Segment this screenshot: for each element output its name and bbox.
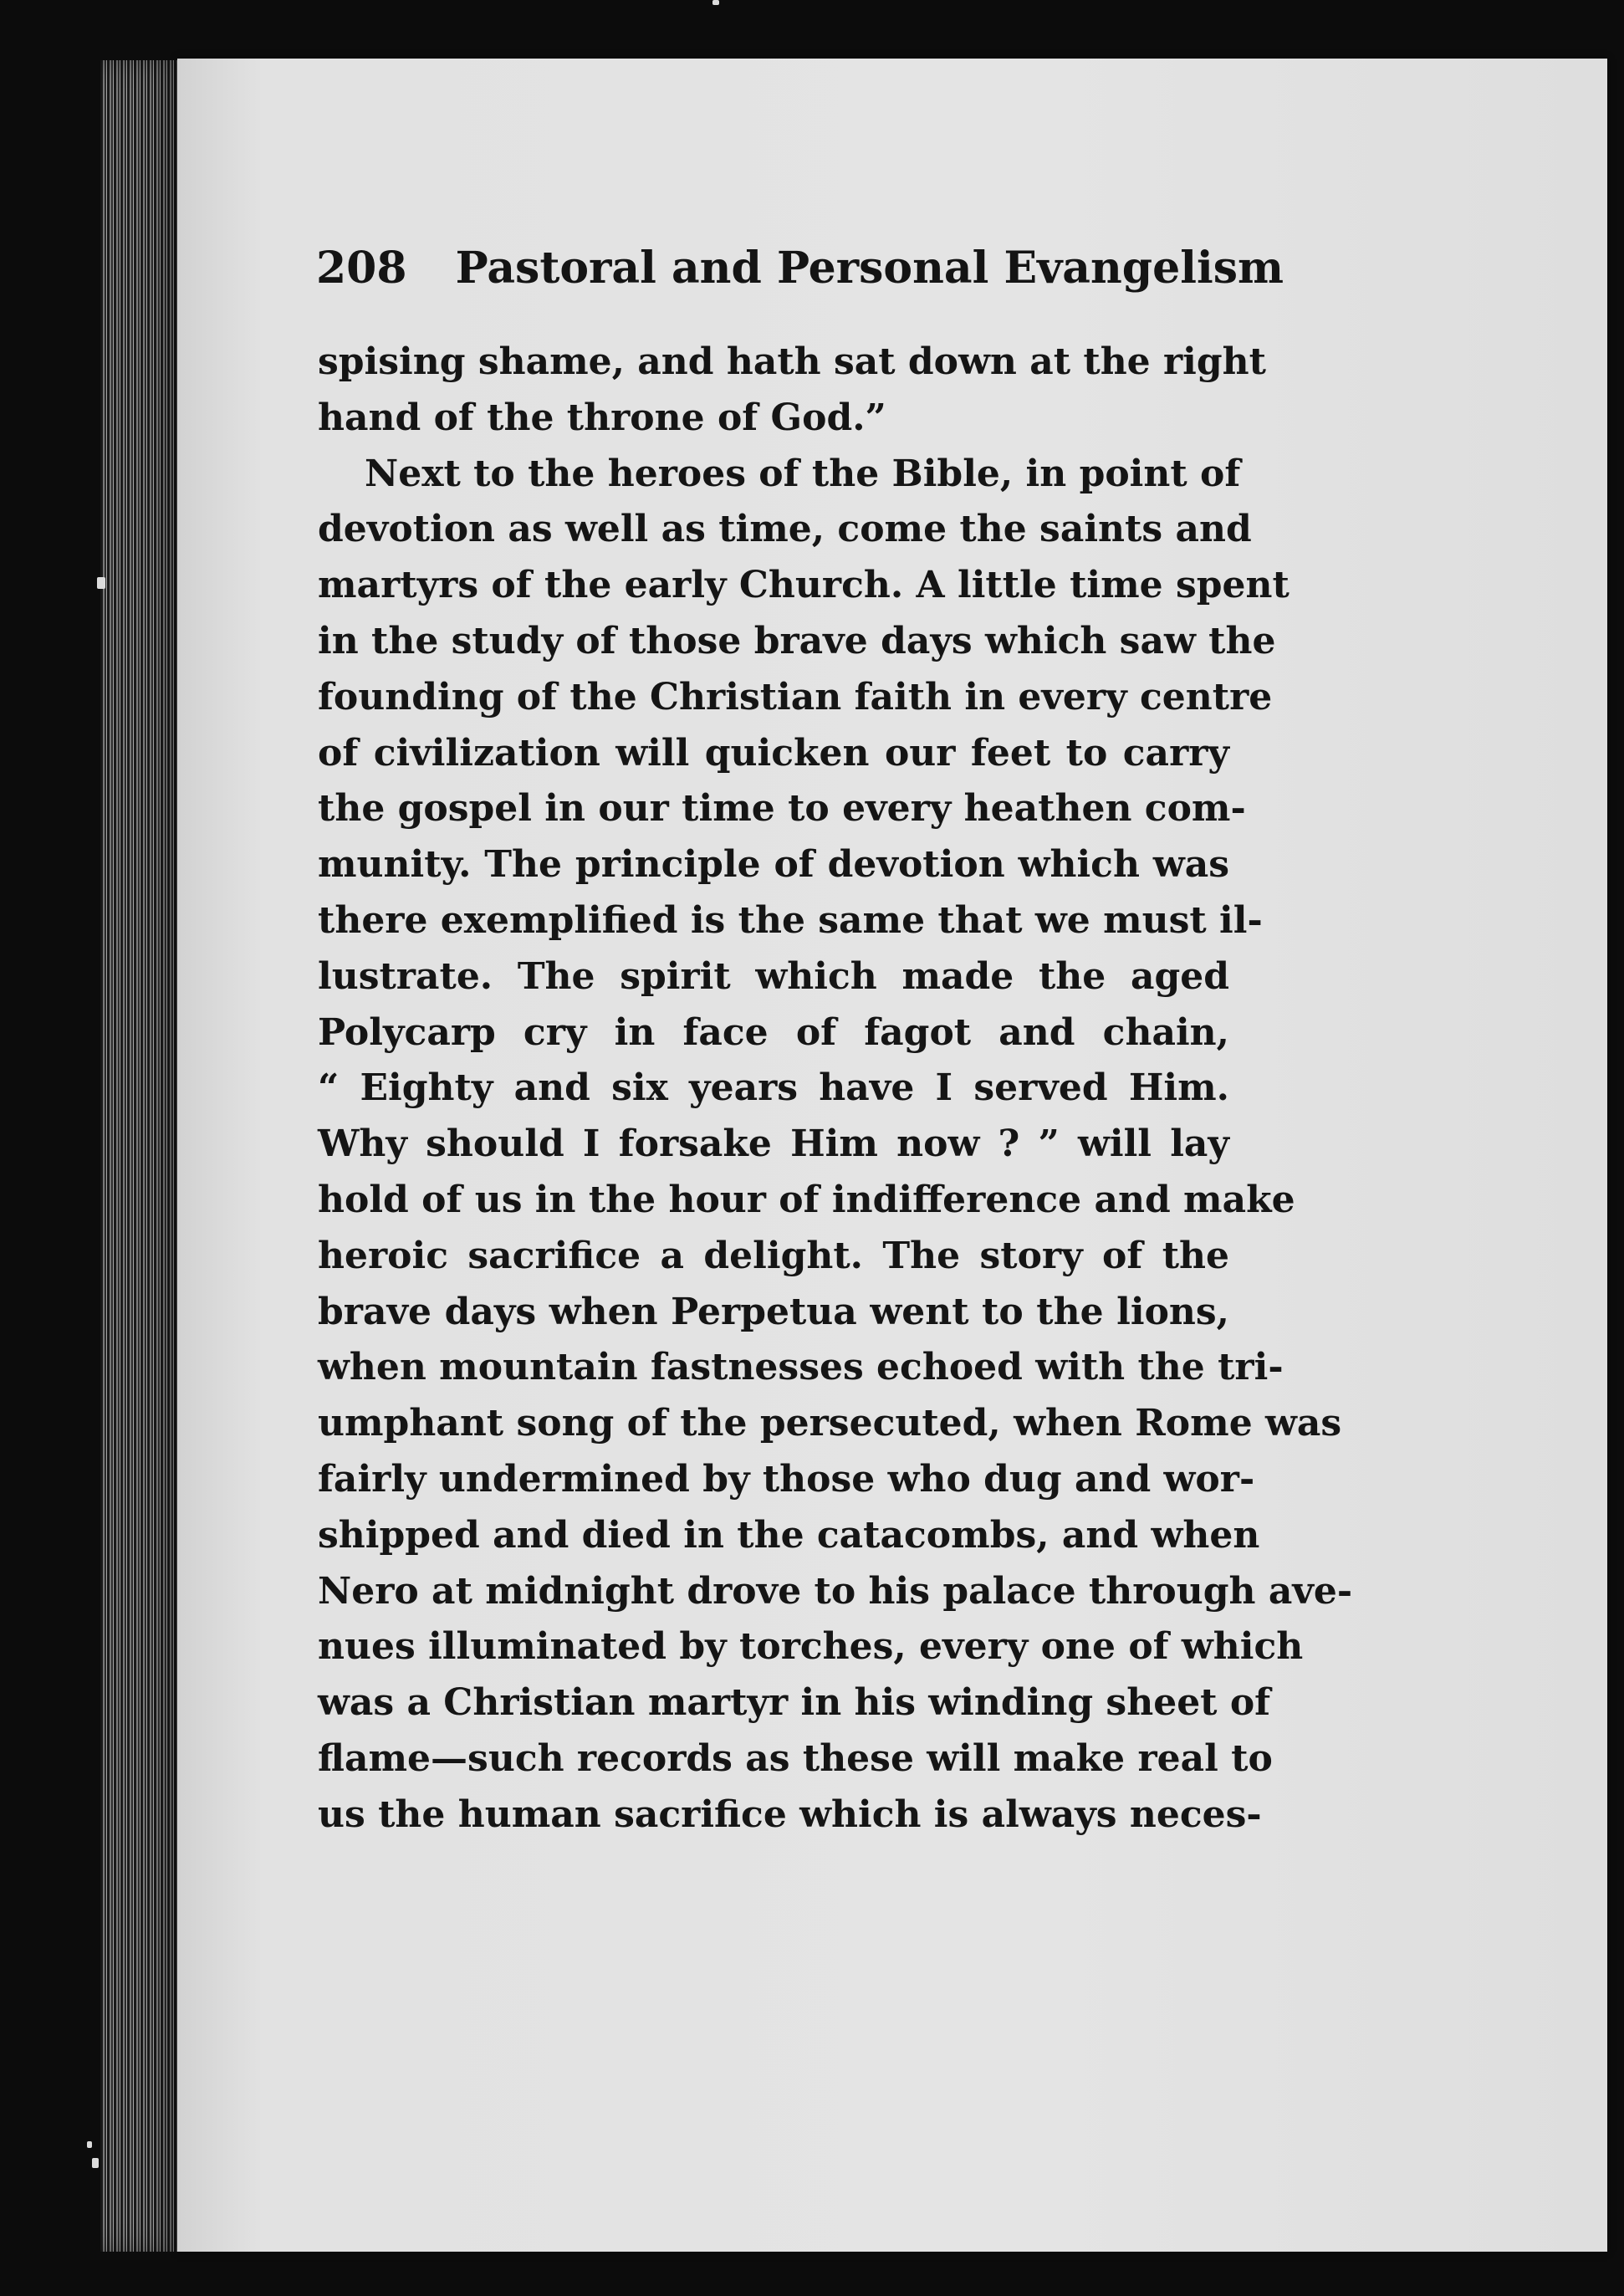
text-line: fairly undermined by those who dug and wor-	[318, 1457, 1255, 1501]
text-line: when mountain fastnesses echoed with the tri-	[318, 1346, 1284, 1389]
body-text	[318, 335, 1353, 1843]
text-line: of civilization will quicken our feet to carry	[318, 731, 1229, 775]
scan-speck	[87, 2141, 92, 2148]
text-line: hand of the throne of God.”	[318, 396, 886, 439]
text-line: devotion as well as time, come the saints and	[318, 508, 1252, 551]
text-line: there exemplified is the same that we must il-	[318, 898, 1263, 942]
text-line: heroic sacrifice a delight. The story of the	[318, 1234, 1229, 1277]
text-line: hold of us in the hour of indifference and make	[318, 1178, 1295, 1221]
text-line: Nero at midnight drove to his palace through ave-	[318, 1569, 1353, 1613]
text-line: in the study of those brave days which saw the	[318, 619, 1276, 662]
text-line: nues illuminated by torches, every one of which	[318, 1625, 1304, 1669]
text-line: founding of the Christian faith in every centre	[318, 675, 1273, 718]
book-page-edges	[100, 60, 184, 2252]
text-line: umphant song of the persecuted, when Rome was	[318, 1402, 1342, 1445]
text-line: Next to the heroes of the Bible, in point of	[365, 452, 1241, 495]
text-line: munity. The principle of devotion which was	[318, 843, 1229, 887]
scan-speck	[97, 577, 105, 589]
text-line: lustrate. The spirit which made the aged	[318, 954, 1229, 998]
scan-speck	[712, 0, 719, 5]
text-line: shipped and died in the catacombs, and when	[318, 1513, 1260, 1557]
text-line: “ Eighty and six years have I served Him.	[318, 1066, 1229, 1110]
text-line: us the human sacrifice which is always neces-	[318, 1792, 1262, 1836]
text-line: brave days when Perpetua went to the lions,	[318, 1290, 1229, 1333]
page-number: 208	[316, 243, 407, 294]
text-line: martyrs of the early Church. A little time spent	[318, 564, 1289, 607]
text-line: flame—such records as these will make real to	[318, 1736, 1273, 1780]
running-header	[316, 243, 1420, 294]
text-line: the gospel in our time to every heathen com-	[318, 787, 1246, 831]
text-line: was a Christian martyr in his winding sheet of	[318, 1681, 1271, 1725]
scan-speck	[92, 2158, 99, 2168]
text-line: Why should I forsake Him now ? ” will lay	[318, 1122, 1229, 1166]
text-line: Polycarp cry in face of fagot and chain,	[318, 1010, 1229, 1054]
text-line: spising shame, and hath sat down at the right	[318, 340, 1266, 383]
running-title: Pastoral and Personal Evangelism	[455, 243, 1284, 294]
